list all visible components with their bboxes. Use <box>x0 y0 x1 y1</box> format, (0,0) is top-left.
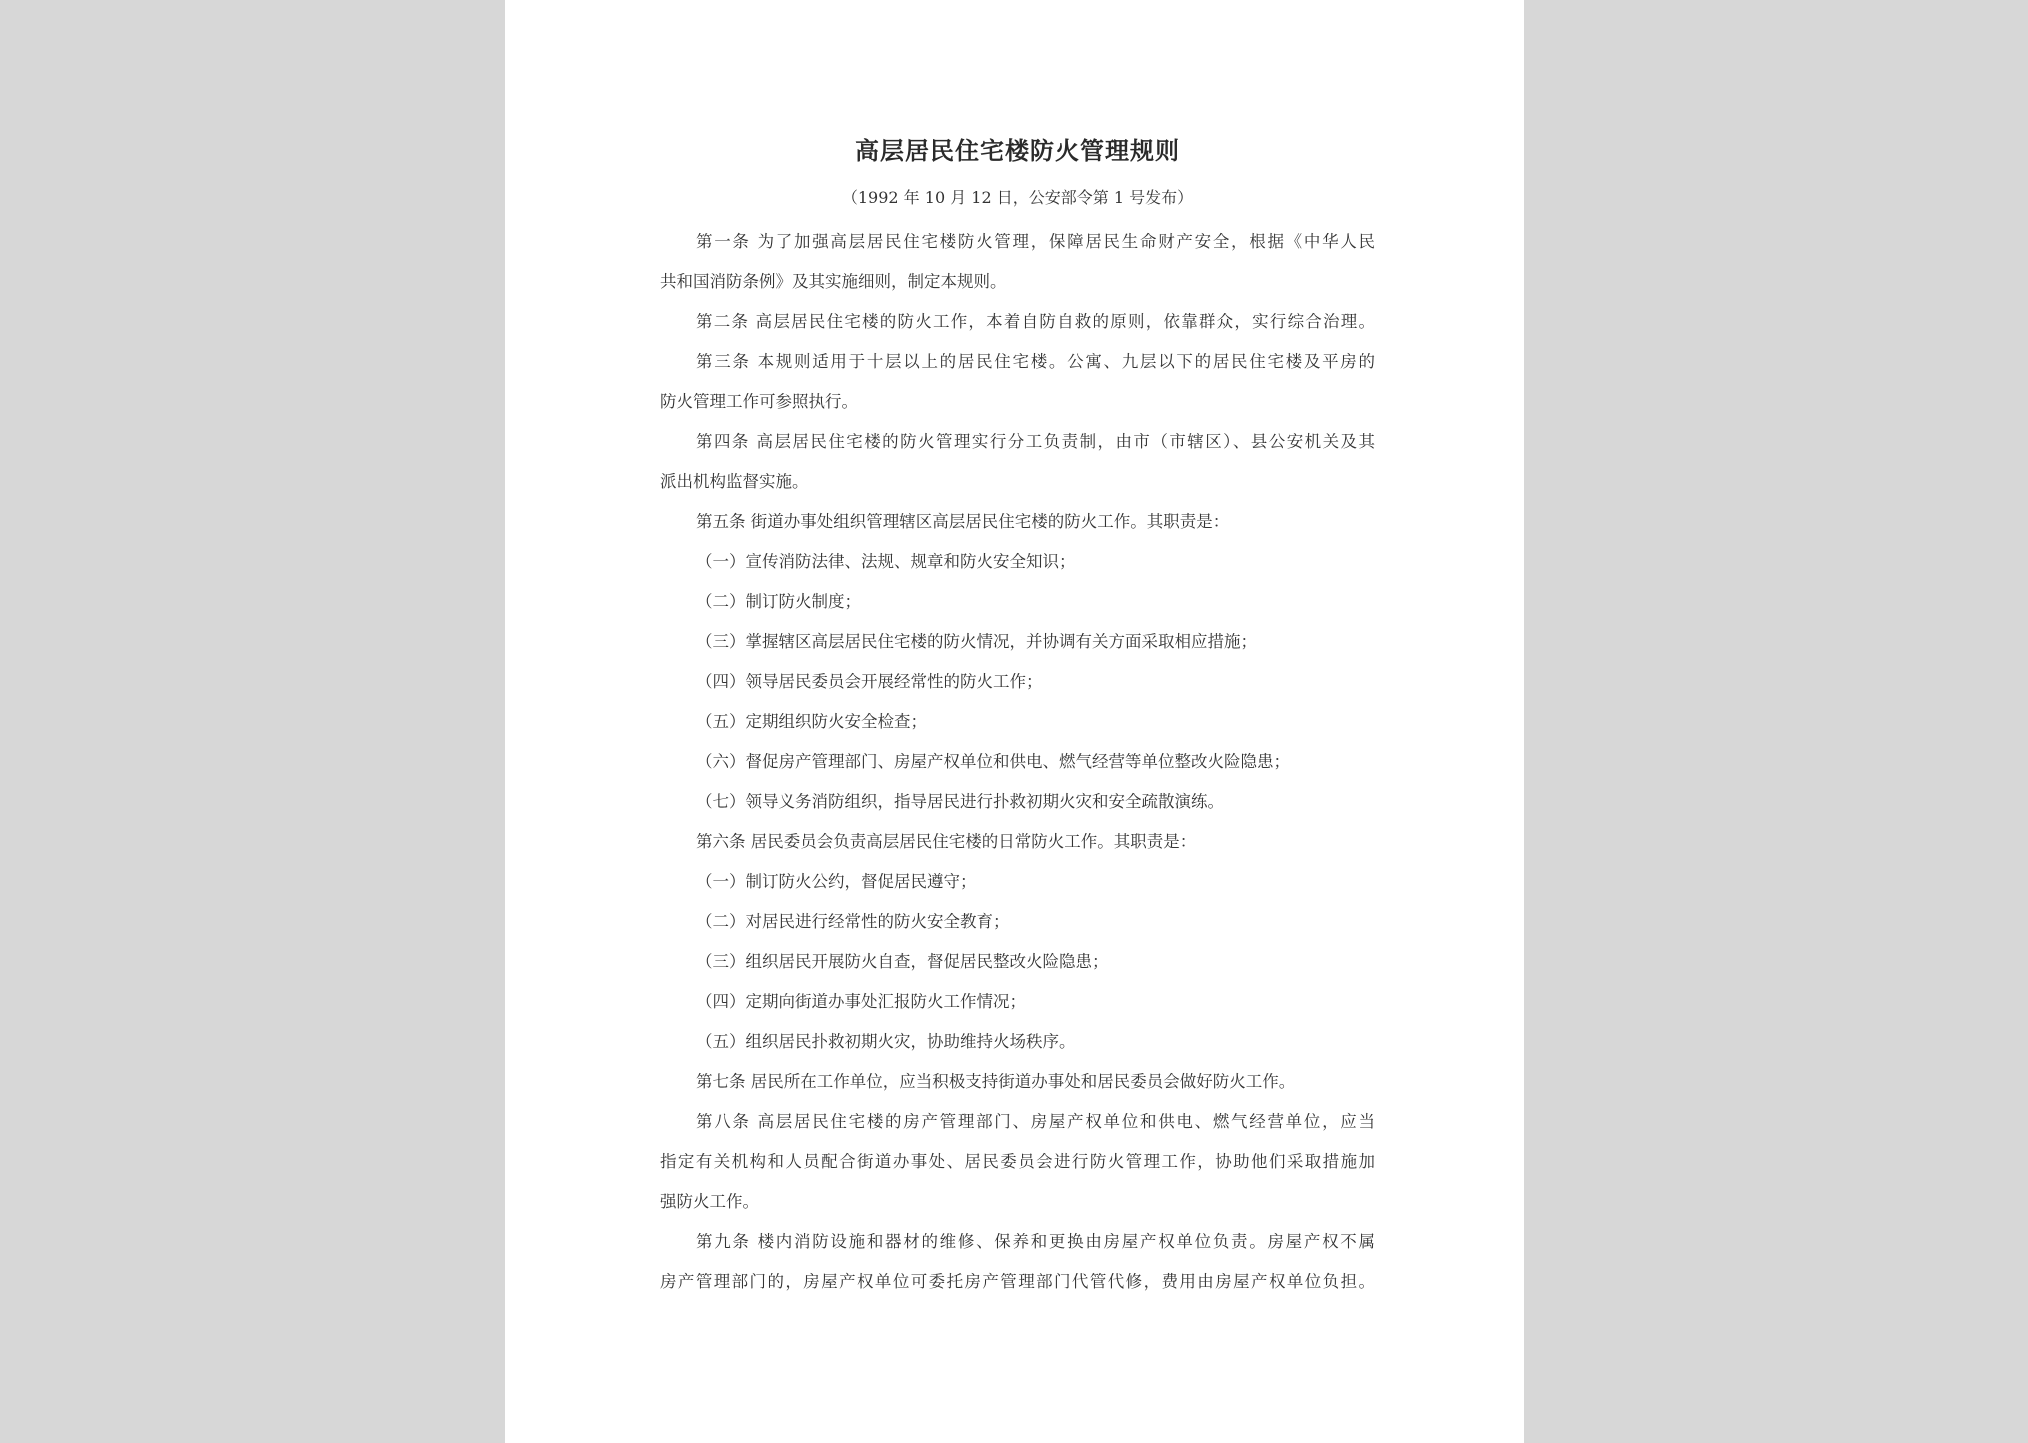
text-line: （二）制订防火制度； <box>696 592 861 611</box>
document-title: 高层居民住宅楼防火管理规则 <box>855 136 1180 165</box>
text-line: 指定有关机构和人员配合街道办事处、居民委员会进行防火管理工作，协助他们采取措施加 <box>660 1152 1375 1171</box>
text-line: 强防火工作。 <box>660 1192 759 1211</box>
text-line: （四）定期向街道办事处汇报防火工作情况； <box>696 992 1026 1011</box>
text-line: （五）定期组织防火安全检查； <box>696 712 927 731</box>
text-line: （三）掌握辖区高层居民住宅楼的防火情况，并协调有关方面采取相应措施； <box>696 632 1257 651</box>
text-line: 第九条 楼内消防设施和器材的维修、保养和更换由房屋产权单位负责。房屋产权不属 <box>696 1232 1375 1251</box>
text-line: 派出机构监督实施。 <box>660 472 809 491</box>
text-line: （三）组织居民开展防火自查，督促居民整改火险隐患； <box>696 952 1109 971</box>
document-body <box>660 222 1375 1302</box>
text-line: （六）督促房产管理部门、房屋产权单位和供电、燃气经营等单位整改火险隐患； <box>696 752 1290 771</box>
text-line: （四）领导居民委员会开展经常性的防火工作； <box>696 672 1043 691</box>
document-page <box>505 0 1524 1443</box>
text-line: 第四条 高层居民住宅楼的防火管理实行分工负责制，由市（市辖区）、县公安机关及其 <box>696 432 1375 451</box>
text-line: （二）对居民进行经常性的防火安全教育； <box>696 912 1010 931</box>
text-line: （五）组织居民扑救初期火灾，协助维持火场秩序。 <box>696 1032 1076 1051</box>
text-line: 第一条 为了加强高层居民住宅楼防火管理，保障居民生命财产安全，根据《中华人民 <box>696 232 1375 251</box>
text-line: 第五条 街道办事处组织管理辖区高层居民住宅楼的防火工作。其职责是： <box>696 512 1230 531</box>
text-line: 共和国消防条例》及其实施细则，制定本规则。 <box>660 272 1007 291</box>
text-line: （一）制订防火公约，督促居民遵守； <box>696 872 977 891</box>
text-line: 第二条 高层居民住宅楼的防火工作，本着自防自救的原则，依靠群众，实行综合治理。 <box>696 312 1375 331</box>
text-line: 第三条 本规则适用于十层以上的居民住宅楼。公寓、九层以下的居民住宅楼及平房的 <box>696 352 1375 371</box>
text-line: （一）宣传消防法律、法规、规章和防火安全知识； <box>696 552 1076 571</box>
text-line: （七）领导义务消防组织，指导居民进行扑救初期火灾和安全疏散演练。 <box>696 792 1224 811</box>
text-line: 第八条 高层居民住宅楼的房产管理部门、房屋产权单位和供电、燃气经营单位，应当 <box>696 1112 1375 1131</box>
text-line: 房产管理部门的，房屋产权单位可委托房产管理部门代管代修，费用由房屋产权单位负担。 <box>660 1272 1375 1291</box>
text-line: 防火管理工作可参照执行。 <box>660 392 858 411</box>
text-line: 第六条 居民委员会负责高层居民住宅楼的日常防火工作。其职责是： <box>696 832 1197 851</box>
document-subtitle: （1992 年 10 月 12 日，公安部令第 1 号发布） <box>841 188 1194 207</box>
text-line: 第七条 居民所在工作单位，应当积极支持街道办事处和居民委员会做好防火工作。 <box>696 1072 1296 1091</box>
